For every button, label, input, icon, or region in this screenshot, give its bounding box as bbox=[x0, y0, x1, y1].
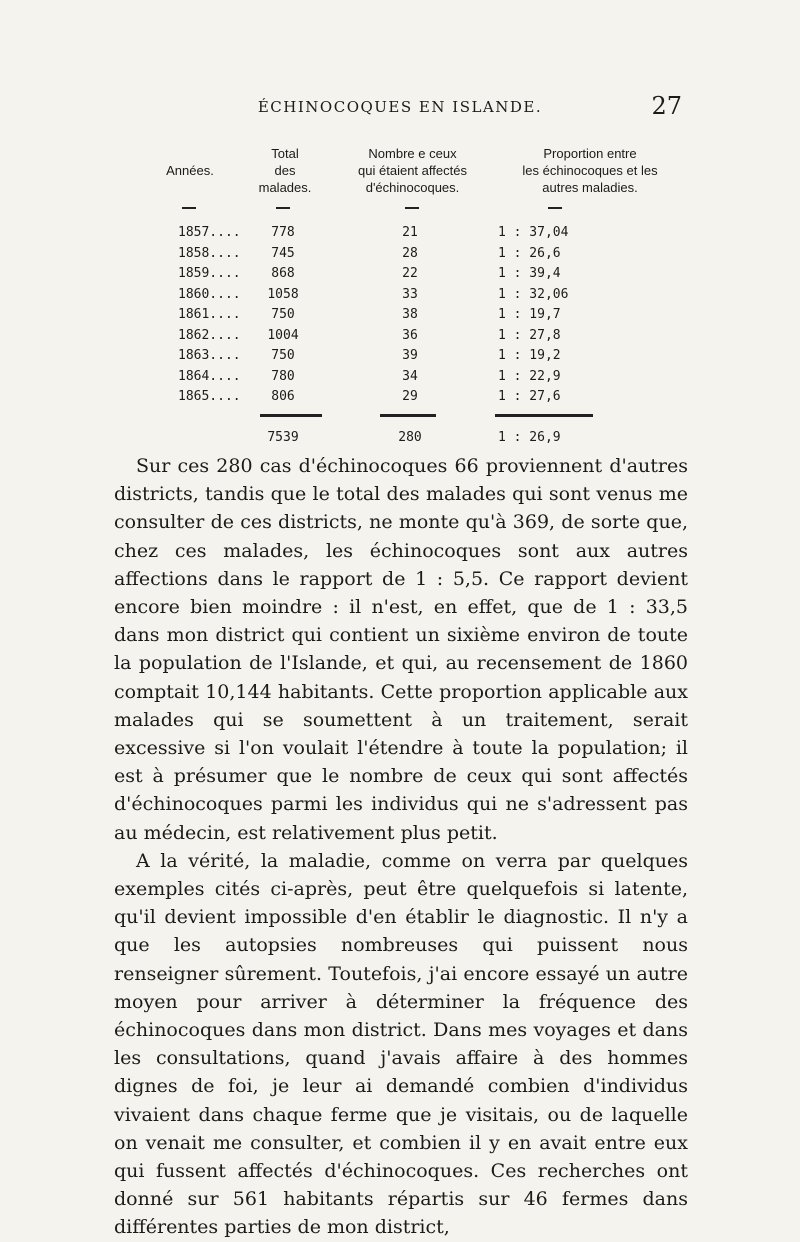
dash-total bbox=[276, 207, 290, 209]
row-total: 745 bbox=[271, 245, 295, 261]
row-total: 750 bbox=[271, 348, 295, 363]
header-proportion: Proportion entre les échinocoques et les autres maladies. bbox=[522, 146, 658, 195]
total-sum: 7539 bbox=[267, 429, 299, 445]
dash-years bbox=[182, 207, 196, 209]
row-year: 1864.... bbox=[178, 368, 241, 384]
rule-ratio bbox=[495, 414, 593, 417]
row-affected: 34 bbox=[402, 368, 418, 384]
paragraph-1: Sur ces 280 cas d'échinocoques 66 proviennent d'autres districts, tandis que le total des malades qui sont venus me consulter de ces districts, ne monte qu'à 369, de sorte que, chez ces malades, les échinocoques sont aux autres affections dans le rapport de 1 : 5,5. Ce rapport devient encore bien moindre : il n'est, en effet, que de 1 : 33,5 dans mon district qui contient un sixième environ de toute la population de l'Islande, et qui, au recensement de 1860 comptait 10,144 habitants. Cette proportion applicable aux malades qui se soumettent à un traitement, serait excessive si l'on voulait l'étendre à toute la population; il est à présumer que le nombre de ceux qui sont affectés d'échinocoques parmi les individus qui ne s'adressent pas au médecin, est relativement plus petit. bbox=[114, 455, 688, 844]
row-total: 1058 bbox=[267, 286, 299, 302]
statistics-table bbox=[150, 145, 690, 454]
header-total: Total des malades. bbox=[258, 146, 312, 195]
row-ratio: 1 : 26,6 bbox=[498, 245, 561, 261]
table-row bbox=[150, 369, 690, 390]
page-number: 27 bbox=[651, 92, 682, 120]
row-total: 868 bbox=[271, 266, 295, 281]
ratio-sum: 1 : 26,9 bbox=[498, 429, 561, 445]
row-total: 780 bbox=[271, 368, 295, 384]
row-year: 1859.... bbox=[178, 266, 241, 281]
table-body bbox=[150, 225, 690, 410]
row-ratio: 1 : 39,4 bbox=[498, 266, 561, 281]
row-affected: 22 bbox=[402, 266, 418, 281]
running-title: ÉCHINOCOQUES EN ISLANDE. bbox=[257, 98, 543, 116]
table-row bbox=[150, 328, 690, 349]
row-affected: 28 bbox=[402, 245, 418, 261]
header-years: Années. bbox=[166, 163, 214, 178]
row-affected: 29 bbox=[402, 389, 418, 404]
row-year: 1857.... bbox=[178, 225, 241, 240]
row-total: 778 bbox=[271, 225, 295, 240]
table-row bbox=[150, 389, 690, 410]
table-header bbox=[150, 145, 690, 203]
paragraph-2: A la vérité, la maladie, comme on verra par quelques exemples cités ci-après, peut être quelquefois si latente, qu'il devient impossible d'en établir le diagnostic. Il n'y a que les autopsies nombreuses qui puissent nous renseigner sûrement. Toutefois, j'ai encore essayé un autre moyen pour arriver à déterminer la fréquence des échinocoques dans mon district. Dans mes voyages et dans les consultations, quand j'avais affaire à des hommes dignes de foi, je leur ai demandé combien d'individus vivaient dans chaque ferme que je visitais, ou de laquelle on venait me consulter, et combien il y en avait entre eux qui fussent affectés d'échinocoques. Ces recherches ont donné sur 561 habitants répartis sur 46 fermes dans différentes parties de mon district, bbox=[114, 849, 688, 1239]
row-ratio: 1 : 22,9 bbox=[498, 368, 561, 384]
table-row bbox=[150, 266, 690, 287]
row-ratio: 1 : 19,7 bbox=[498, 307, 561, 322]
dash-proportion bbox=[548, 207, 562, 209]
dash-affected bbox=[405, 207, 419, 209]
row-ratio: 1 : 32,06 bbox=[498, 286, 569, 302]
row-affected: 39 bbox=[402, 348, 418, 363]
row-year: 1858.... bbox=[178, 245, 241, 261]
row-year: 1863.... bbox=[178, 348, 241, 363]
table-row bbox=[150, 246, 690, 267]
rule-total bbox=[260, 414, 322, 417]
row-total: 1004 bbox=[267, 327, 299, 343]
totals-rules bbox=[150, 410, 690, 416]
table-row bbox=[150, 348, 690, 369]
table-row bbox=[150, 225, 690, 246]
row-ratio: 1 : 27,8 bbox=[498, 327, 561, 343]
header-affected: Nombre e ceux qui étaient affectés d'échinocoques. bbox=[358, 146, 467, 195]
row-total: 806 bbox=[271, 389, 295, 404]
row-total: 750 bbox=[271, 307, 295, 322]
header-dashes bbox=[150, 203, 690, 225]
table-row bbox=[150, 287, 690, 308]
affected-sum: 280 bbox=[398, 429, 422, 445]
table-row bbox=[150, 307, 690, 328]
row-affected: 36 bbox=[402, 327, 418, 343]
running-header bbox=[118, 92, 682, 122]
totals-row bbox=[150, 430, 690, 454]
row-affected: 38 bbox=[402, 307, 418, 322]
row-ratio: 1 : 19,2 bbox=[498, 348, 561, 363]
rule-affected bbox=[380, 414, 436, 417]
row-year: 1861.... bbox=[178, 307, 241, 322]
row-year: 1860.... bbox=[178, 286, 241, 302]
body-text bbox=[114, 452, 688, 1242]
row-affected: 33 bbox=[402, 286, 418, 302]
row-affected: 21 bbox=[402, 225, 418, 240]
row-ratio: 1 : 27,6 bbox=[498, 389, 561, 404]
row-ratio: 1 : 37,04 bbox=[498, 225, 569, 240]
row-year: 1865.... bbox=[178, 389, 241, 404]
row-year: 1862.... bbox=[178, 327, 241, 343]
